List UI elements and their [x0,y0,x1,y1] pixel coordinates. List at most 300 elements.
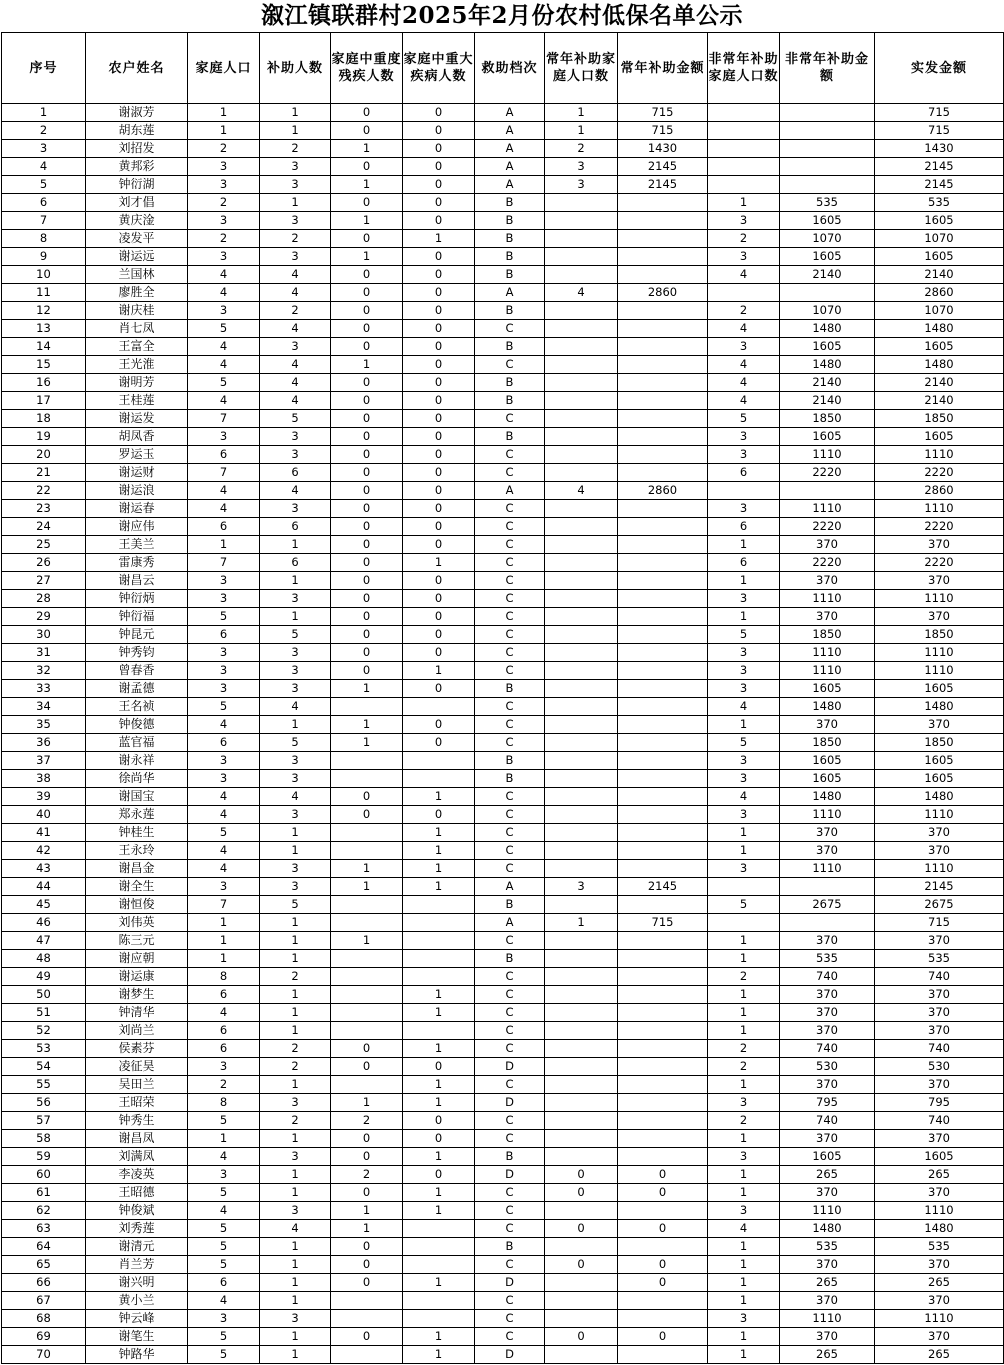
irregular-amount-cell: 795 [780,1094,875,1112]
irregular-count-cell: 5 [708,734,780,752]
table-row [2,248,1004,266]
aid-level-cell: C [475,806,545,824]
family-size-cell: 4 [188,266,260,284]
name-cell: 谢运发 [86,410,188,428]
irregular-amount-cell: 370 [780,716,875,734]
table-row [2,608,1004,626]
irregular-amount-cell: 370 [780,536,875,554]
payout-cell: 1850 [875,626,1004,644]
table-row [2,392,1004,410]
disability-count-cell: 0 [331,392,403,410]
regular-amount-cell: 715 [618,104,708,122]
irregular-count-cell: 1 [708,1076,780,1094]
irregular-count-cell: 2 [708,1040,780,1058]
serial-cell: 69 [2,1328,86,1346]
irregular-amount-cell: 1480 [780,356,875,374]
regular-count-cell [545,1094,618,1112]
aided-count-cell: 3 [260,806,331,824]
name-cell: 曾春香 [86,662,188,680]
regular-amount-cell [618,1004,708,1022]
irregular-amount-cell: 740 [780,1112,875,1130]
illness-count-cell: 0 [403,212,475,230]
name-cell: 王美兰 [86,536,188,554]
regular-count-cell [545,554,618,572]
regular-count-cell [545,644,618,662]
aid-level-cell: C [475,932,545,950]
family-size-cell: 8 [188,968,260,986]
name-cell: 王永玲 [86,842,188,860]
disability-count-cell [331,842,403,860]
irregular-amount-cell: 535 [780,194,875,212]
serial-cell: 47 [2,932,86,950]
payout-cell: 370 [875,824,1004,842]
family-size-cell: 8 [188,1094,260,1112]
irregular-count-cell: 1 [708,1274,780,1292]
disability-count-cell: 0 [331,104,403,122]
aided-count-cell: 1 [260,1004,331,1022]
irregular-count-cell: 1 [708,536,780,554]
payout-cell: 2145 [875,176,1004,194]
payout-cell: 2860 [875,482,1004,500]
name-cell: 谢昌云 [86,572,188,590]
payout-cell: 265 [875,1274,1004,1292]
regular-count-cell [545,1238,618,1256]
regular-amount-cell [618,626,708,644]
irregular-amount-cell: 740 [780,968,875,986]
aid-level-cell: B [475,266,545,284]
serial-cell: 30 [2,626,86,644]
table-row [2,626,1004,644]
name-cell: 谢明芳 [86,374,188,392]
name-cell: 廖胜全 [86,284,188,302]
disability-count-cell: 1 [331,140,403,158]
payout-cell: 370 [875,536,1004,554]
disability-count-cell: 1 [331,878,403,896]
family-size-cell: 1 [188,914,260,932]
disability-count-cell: 0 [331,194,403,212]
irregular-amount-cell: 370 [780,1292,875,1310]
regular-amount-cell [618,1346,708,1364]
disability-count-cell: 0 [331,1148,403,1166]
irregular-count-cell: 4 [708,392,780,410]
table-row [2,140,1004,158]
irregular-amount-cell [780,284,875,302]
name-cell: 谢永祥 [86,752,188,770]
name-cell: 钟清华 [86,1004,188,1022]
name-cell: 蓝官福 [86,734,188,752]
family-size-cell: 2 [188,194,260,212]
family-size-cell: 3 [188,212,260,230]
aided-count-cell: 2 [260,1058,331,1076]
serial-cell: 37 [2,752,86,770]
serial-cell: 70 [2,1346,86,1364]
aid-level-cell: B [475,770,545,788]
aid-level-cell: C [475,536,545,554]
regular-count-cell [545,806,618,824]
aided-count-cell: 3 [260,752,331,770]
regular-count-cell [545,428,618,446]
serial-cell: 15 [2,356,86,374]
table-row [2,806,1004,824]
aid-level-cell: D [475,1058,545,1076]
payout-cell: 1850 [875,734,1004,752]
regular-amount-cell [618,1130,708,1148]
column-header: 序号 [2,33,86,104]
disability-count-cell: 0 [331,644,403,662]
aided-count-cell: 2 [260,140,331,158]
illness-count-cell: 1 [403,1328,475,1346]
illness-count-cell: 0 [403,464,475,482]
table-row [2,320,1004,338]
serial-cell: 68 [2,1310,86,1328]
serial-cell: 3 [2,140,86,158]
name-cell: 钟秀生 [86,1112,188,1130]
name-cell: 钟云峰 [86,1310,188,1328]
irregular-count-cell: 1 [708,1004,780,1022]
regular-amount-cell: 0 [618,1184,708,1202]
regular-count-cell [545,1346,618,1364]
table-row [2,1004,1004,1022]
irregular-amount-cell: 2140 [780,374,875,392]
irregular-count-cell: 3 [708,770,780,788]
irregular-count-cell: 1 [708,842,780,860]
irregular-count-cell: 5 [708,626,780,644]
regular-count-cell [545,698,618,716]
aid-level-cell: C [475,716,545,734]
family-size-cell: 3 [188,1166,260,1184]
payout-cell: 530 [875,1058,1004,1076]
family-size-cell: 4 [188,842,260,860]
disability-count-cell [331,1292,403,1310]
table-row [2,734,1004,752]
family-size-cell: 5 [188,1112,260,1130]
table-row [2,104,1004,122]
family-size-cell: 3 [188,680,260,698]
name-cell: 谢笔生 [86,1328,188,1346]
regular-count-cell [545,896,618,914]
irregular-count-cell: 3 [708,1094,780,1112]
irregular-amount-cell: 370 [780,572,875,590]
regular-count-cell [545,662,618,680]
irregular-count-cell [708,284,780,302]
illness-count-cell: 1 [403,662,475,680]
disability-count-cell [331,752,403,770]
column-header: 常年补助家庭人口数 [545,33,618,104]
table-row [2,824,1004,842]
regular-count-cell [545,338,618,356]
irregular-count-cell [708,914,780,932]
table-row [2,518,1004,536]
column-header: 农户姓名 [86,33,188,104]
illness-count-cell: 1 [403,788,475,806]
family-size-cell: 2 [188,140,260,158]
aided-count-cell: 1 [260,608,331,626]
irregular-count-cell: 4 [708,266,780,284]
irregular-count-cell: 3 [708,248,780,266]
serial-cell: 58 [2,1130,86,1148]
serial-cell: 11 [2,284,86,302]
table-row [2,428,1004,446]
irregular-amount-cell: 740 [780,1040,875,1058]
table-row [2,1346,1004,1364]
aid-level-cell: B [475,338,545,356]
illness-count-cell [403,770,475,788]
illness-count-cell [403,1238,475,1256]
column-header: 家庭人口 [188,33,260,104]
family-size-cell: 3 [188,428,260,446]
regular-count-cell [545,464,618,482]
regular-count-cell [545,1112,618,1130]
irregular-amount-cell: 1850 [780,626,875,644]
irregular-count-cell: 3 [708,1148,780,1166]
serial-cell: 4 [2,158,86,176]
serial-cell: 14 [2,338,86,356]
table-body [2,104,1004,1364]
regular-amount-cell: 0 [618,1166,708,1184]
irregular-count-cell: 1 [708,1238,780,1256]
illness-count-cell [403,1256,475,1274]
disability-count-cell: 0 [331,1130,403,1148]
aid-level-cell: C [475,968,545,986]
illness-count-cell [403,1292,475,1310]
serial-cell: 39 [2,788,86,806]
illness-count-cell: 0 [403,428,475,446]
table-row [2,662,1004,680]
payout-cell: 370 [875,608,1004,626]
irregular-amount-cell: 1110 [780,1202,875,1220]
illness-count-cell: 1 [403,1076,475,1094]
irregular-amount-cell: 370 [780,1004,875,1022]
family-size-cell: 3 [188,1310,260,1328]
disability-count-cell: 0 [331,1238,403,1256]
regular-amount-cell [618,806,708,824]
aid-level-cell: C [475,590,545,608]
aided-count-cell: 1 [260,1238,331,1256]
illness-count-cell: 0 [403,536,475,554]
table-row [2,338,1004,356]
irregular-amount-cell [780,878,875,896]
name-cell: 郑永莲 [86,806,188,824]
aid-level-cell: C [475,356,545,374]
regular-amount-cell [618,752,708,770]
regular-count-cell: 4 [545,482,618,500]
name-cell: 谢恒俊 [86,896,188,914]
irregular-amount-cell: 370 [780,824,875,842]
disability-count-cell: 1 [331,248,403,266]
regular-count-cell [545,266,618,284]
family-size-cell: 4 [188,284,260,302]
irregular-count-cell: 2 [708,302,780,320]
regular-amount-cell [618,338,708,356]
regular-count-cell [545,446,618,464]
regular-count-cell [545,1310,618,1328]
family-size-cell: 7 [188,464,260,482]
regular-count-cell [545,1004,618,1022]
aided-count-cell: 2 [260,1112,331,1130]
aided-count-cell: 4 [260,482,331,500]
family-size-cell: 1 [188,104,260,122]
name-cell: 凌征昊 [86,1058,188,1076]
aided-count-cell: 3 [260,212,331,230]
aided-count-cell: 1 [260,932,331,950]
serial-cell: 52 [2,1022,86,1040]
disability-count-cell: 0 [331,1256,403,1274]
disability-count-cell: 0 [331,500,403,518]
table-row [2,356,1004,374]
illness-count-cell: 1 [403,878,475,896]
family-size-cell: 3 [188,878,260,896]
illness-count-cell: 1 [403,1148,475,1166]
illness-count-cell: 0 [403,806,475,824]
aided-count-cell: 5 [260,734,331,752]
table-row [2,194,1004,212]
name-cell: 钟路华 [86,1346,188,1364]
irregular-count-cell: 2 [708,1058,780,1076]
regular-amount-cell: 0 [618,1256,708,1274]
irregular-amount-cell: 1110 [780,662,875,680]
illness-count-cell: 0 [403,626,475,644]
disability-count-cell [331,986,403,1004]
irregular-amount-cell: 265 [780,1346,875,1364]
family-size-cell: 4 [188,356,260,374]
family-size-cell: 4 [188,788,260,806]
aid-level-cell: C [475,842,545,860]
aid-level-cell: A [475,104,545,122]
aid-level-cell: C [475,1076,545,1094]
payout-cell: 740 [875,1112,1004,1130]
regular-amount-cell [618,230,708,248]
regular-amount-cell [618,1058,708,1076]
irregular-count-cell: 6 [708,518,780,536]
aid-level-cell: C [475,410,545,428]
column-header: 救助档次 [475,33,545,104]
family-size-cell: 7 [188,410,260,428]
irregular-count-cell: 1 [708,1346,780,1364]
regular-count-cell [545,518,618,536]
regular-count-cell [545,968,618,986]
regular-amount-cell [618,716,708,734]
disability-count-cell: 0 [331,410,403,428]
irregular-amount-cell: 535 [780,1238,875,1256]
aid-level-cell: C [475,1220,545,1238]
serial-cell: 22 [2,482,86,500]
irregular-count-cell: 5 [708,410,780,428]
disability-count-cell: 1 [331,1202,403,1220]
serial-cell: 28 [2,590,86,608]
aid-level-cell: B [475,212,545,230]
regular-amount-cell: 0 [618,1274,708,1292]
table-row [2,212,1004,230]
aided-count-cell: 1 [260,1328,331,1346]
serial-cell: 24 [2,518,86,536]
irregular-count-cell: 3 [708,1310,780,1328]
disability-count-cell [331,950,403,968]
name-cell: 刘伟英 [86,914,188,932]
illness-count-cell: 0 [403,374,475,392]
disability-count-cell: 0 [331,1328,403,1346]
regular-count-cell: 3 [545,176,618,194]
illness-count-cell: 1 [403,1004,475,1022]
aided-count-cell: 4 [260,374,331,392]
aided-count-cell: 1 [260,572,331,590]
name-cell: 王昭荣 [86,1094,188,1112]
family-size-cell: 3 [188,644,260,662]
aided-count-cell: 2 [260,1040,331,1058]
aided-count-cell: 3 [260,338,331,356]
aided-count-cell: 4 [260,698,331,716]
illness-count-cell: 0 [403,158,475,176]
irregular-count-cell: 1 [708,1166,780,1184]
irregular-amount-cell: 1605 [780,770,875,788]
regular-amount-cell [618,932,708,950]
illness-count-cell: 1 [403,1184,475,1202]
payout-cell: 1605 [875,428,1004,446]
table-row [2,536,1004,554]
aided-count-cell: 4 [260,356,331,374]
irregular-amount-cell: 1070 [780,230,875,248]
illness-count-cell: 0 [403,572,475,590]
aid-level-cell: A [475,878,545,896]
serial-cell: 61 [2,1184,86,1202]
regular-count-cell [545,842,618,860]
serial-cell: 44 [2,878,86,896]
serial-cell: 31 [2,644,86,662]
serial-cell: 40 [2,806,86,824]
table-row [2,788,1004,806]
family-size-cell: 4 [188,1148,260,1166]
aided-count-cell: 1 [260,1166,331,1184]
regular-amount-cell [618,896,708,914]
disability-count-cell: 0 [331,464,403,482]
aided-count-cell: 4 [260,320,331,338]
family-size-cell: 4 [188,338,260,356]
regular-count-cell [545,1148,618,1166]
payout-cell: 1110 [875,446,1004,464]
irregular-amount-cell: 1110 [780,590,875,608]
irregular-count-cell: 1 [708,932,780,950]
name-cell: 肖七凤 [86,320,188,338]
payout-cell: 1110 [875,1310,1004,1328]
serial-cell: 19 [2,428,86,446]
illness-count-cell: 1 [403,554,475,572]
serial-cell: 25 [2,536,86,554]
regular-amount-cell [618,194,708,212]
irregular-count-cell: 1 [708,824,780,842]
payout-cell: 2140 [875,266,1004,284]
family-size-cell: 5 [188,1256,260,1274]
family-size-cell: 4 [188,860,260,878]
name-cell: 肖兰芳 [86,1256,188,1274]
aided-count-cell: 3 [260,770,331,788]
serial-cell: 16 [2,374,86,392]
illness-count-cell: 0 [403,410,475,428]
serial-cell: 63 [2,1220,86,1238]
payout-cell: 1110 [875,590,1004,608]
table-row [2,932,1004,950]
serial-cell: 43 [2,860,86,878]
regular-count-cell [545,986,618,1004]
family-size-cell: 3 [188,176,260,194]
irregular-count-cell: 2 [708,230,780,248]
irregular-count-cell [708,104,780,122]
illness-count-cell: 0 [403,122,475,140]
regular-count-cell [545,320,618,338]
regular-count-cell [545,734,618,752]
payout-cell: 740 [875,968,1004,986]
table-row [2,1292,1004,1310]
regular-count-cell [545,1022,618,1040]
illness-count-cell: 0 [403,248,475,266]
